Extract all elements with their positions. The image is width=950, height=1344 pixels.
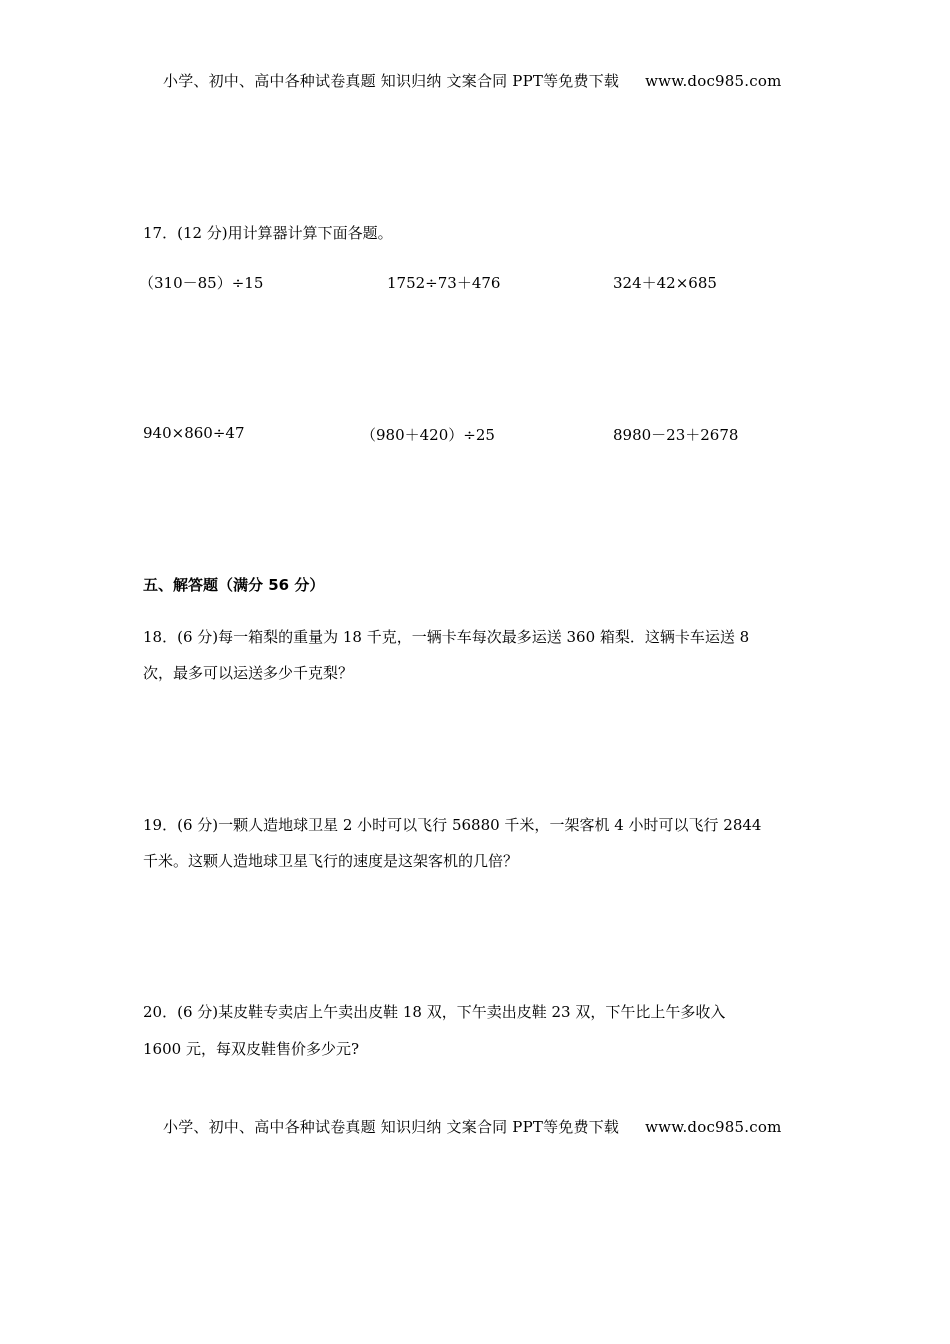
page-header [163, 70, 782, 91]
section-5-heading: 五、解答题（满分 56 分） [143, 576, 325, 594]
question-19-line-2: 千米。这颗人造地球卫星飞行的速度是这架客机的几倍？ [143, 852, 519, 870]
page-footer [163, 1116, 782, 1137]
expression-2: 1752÷73＋476 [387, 274, 501, 292]
question-18-line-2: 次，最多可以运送多少千克梨？ [143, 664, 354, 682]
footer-site-link[interactable]: www.doc985.com [645, 1118, 782, 1136]
expression-4: 940×860÷47 [143, 424, 245, 442]
expression-5: （980＋420）÷25 [361, 426, 495, 444]
question-20-line-2: 1600 元，每双皮鞋售价多少元? [143, 1040, 359, 1058]
header-site-link[interactable]: www.doc985.com [645, 72, 782, 90]
question-17-title: 17．(12 分)用计算器计算下面各题。 [143, 224, 393, 242]
question-18-line-1: 18．(6 分)每一箱梨的重量为 18 千克，一辆卡车每次最多运送 360 箱梨．这辆卡车运送 8 [143, 628, 750, 646]
expression-3: 324＋42×685 [613, 274, 717, 292]
header-text: 小学、初中、高中各种试卷真题 知识归纳 文案合同 PPT等免费下载 [163, 72, 620, 90]
question-20-line-1: 20．(6 分)某皮鞋专卖店上午卖出皮鞋 18 双，下午卖出皮鞋 23 双，下午比上午多收入 [143, 1003, 726, 1021]
expression-6: 8980－23＋2678 [613, 426, 739, 444]
question-19-line-1: 19．(6 分)一颗人造地球卫星 2 小时可以飞行 56880 千米，一架客机 4 小时可以飞行 2844 [143, 816, 762, 834]
expression-1: （310－85）÷15 [139, 274, 264, 292]
footer-text: 小学、初中、高中各种试卷真题 知识归纳 文案合同 PPT等免费下载 [163, 1118, 620, 1136]
